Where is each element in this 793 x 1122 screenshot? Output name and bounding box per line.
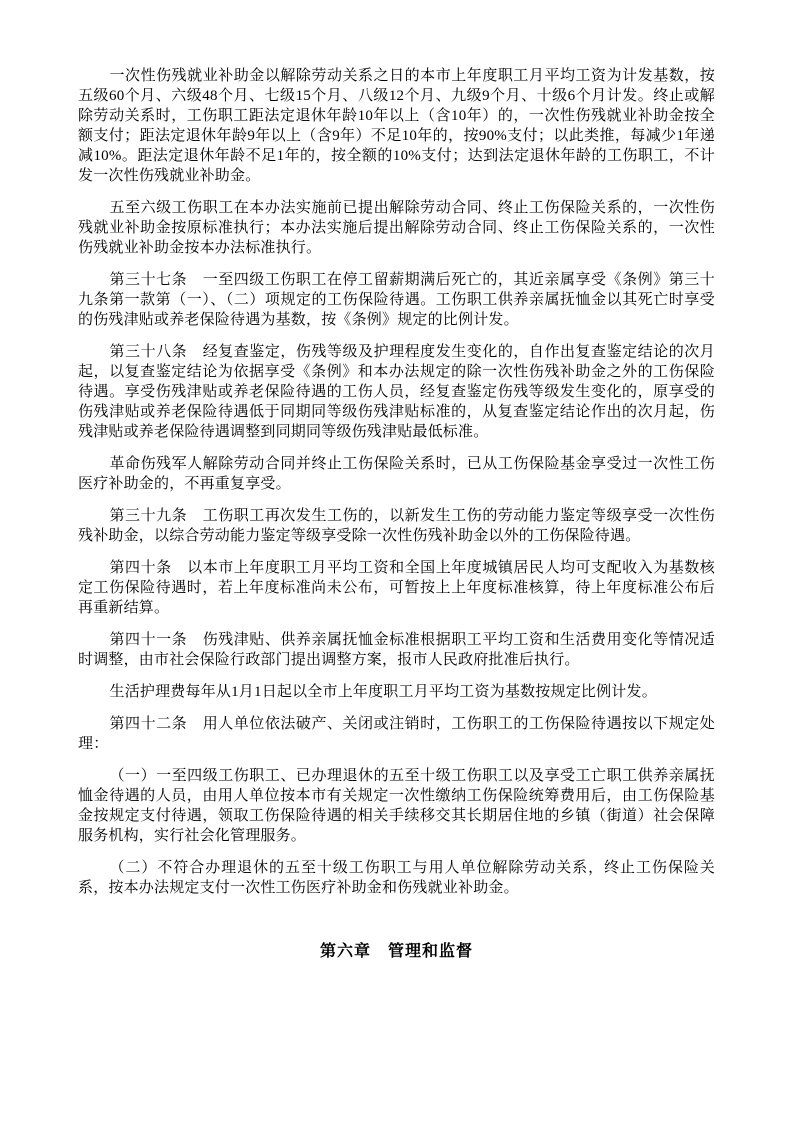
paragraph-employment-subsidy-base: 一次性伤残就业补助金以解除劳动关系之日的本市上年度职工月平均工资为计发基数，按五级60个月、六级48个月、七级15个月、八级12个月、九级9个月、十级6个月计发。终止或解除劳动关系时，工伤职工距法定退休年龄10年以上（含10年）的，一次性伤残就业补助金按全额支付；距法定退休年龄9年以上（含9年）不足10年的，按90%支付；以此类推，每减少1年递减10%。距法定退休年龄不足1年的，按全额的10%支付；达到法定退休年龄的工伤职工，不计发一次性伤残就业补助金。	[78, 68, 715, 184]
paragraph-article-41: 第四十一条 伤残津贴、供养亲属抚恤金标准根据职工平均工资和生活费用变化等情况适时调整，由市社会保险行政部门提出调整方案，报市人民政府批准后执行。	[78, 632, 715, 668]
paragraph-disabled-veterans: 革命伤残军人解除劳动合同并终止工伤保险关系时，已从工伤保险基金享受过一次性工伤医疗补助金的，不再重复享受。	[78, 456, 715, 492]
paragraph-article-42: 第四十二条 用人单位依法破产、关闭或注销时，工伤职工的工伤保险待遇按以下规定处理：	[78, 716, 715, 752]
chapter-heading: 第六章 管理和监督	[319, 943, 473, 960]
paragraph-article-39: 第三十九条 工伤职工再次发生工伤的，以新发生工伤的劳动能力鉴定等级享受一次性伤残补助金，以综合劳动能力鉴定等级享受除一次性伤残补助金以外的工伤保险待遇。	[78, 508, 715, 544]
paragraph-article-42-item-2: （二）不符合办理退休的五至十级工伤职工与用人单位解除劳动关系，终止工伤保险关系，按本办法规定支付一次性工伤医疗补助金和伤残就业补助金。	[78, 860, 715, 896]
paragraph-article-37: 第三十七条 一至四级工伤职工在停工留薪期满后死亡的，其近亲属享受《条例》第三十九条第一款第（一）、（二）项规定的工伤保险待遇。工伤职工供养亲属抚恤金以其死亡时享受的伤残津贴或养老保险待遇为基数，按《条例》规定的比例计发。	[78, 272, 715, 328]
paragraph-article-42-item-1: （一）一至四级工伤职工、已办理退休的五至十级工伤职工以及享受工亡职工供养亲属抚恤金待遇的人员，由用人单位按本市有关规定一次性缴纳工伤保险统筹费用后，由工伤保险基金按规定支付待遇，领取工伤保险待遇的相关手续移交其长期居住地的乡镇（街道）社会保障服务机构，实行社会化管理服务。	[78, 768, 715, 844]
paragraph-grade5-6-transition: 五至六级工伤职工在本办法实施前已提出解除劳动合同、终止工伤保险关系的，一次性伤残就业补助金按原标准执行；本办法实施后提出解除劳动合同、终止工伤保险关系的，一次性伤残就业补助金按本办法标准执行。	[78, 200, 715, 256]
paragraph-article-40: 第四十条 以本市上年度职工月平均工资和全国上年度城镇居民人均可支配收入为基数核定工伤保险待遇时，若上年度标准尚未公布，可暂按上上年度标准核算，待上年度标准公布后再重新结算。	[78, 560, 715, 616]
paragraph-article-38: 第三十八条 经复查鉴定，伤残等级及护理程度发生变化的，自作出复查鉴定结论的次月起，以复查鉴定结论为依据享受《条例》和本办法规定的除一次性伤残补助金之外的工伤保险待遇。享受伤残津贴或养老保险待遇的工伤人员，经复查鉴定伤残等级发生变化的，原享受的伤残津贴或养老保险待遇低于同期同等级伤残津贴标准的，从复查鉴定结论作出的次月起，伤残津贴或养老保险待遇调整到同期同等级伤残津贴最低标准。	[78, 344, 715, 440]
paragraph-nursing-fee: 生活护理费每年从1月1日起以全市上年度职工月平均工资为基数按规定比例计发。	[109, 684, 657, 700]
